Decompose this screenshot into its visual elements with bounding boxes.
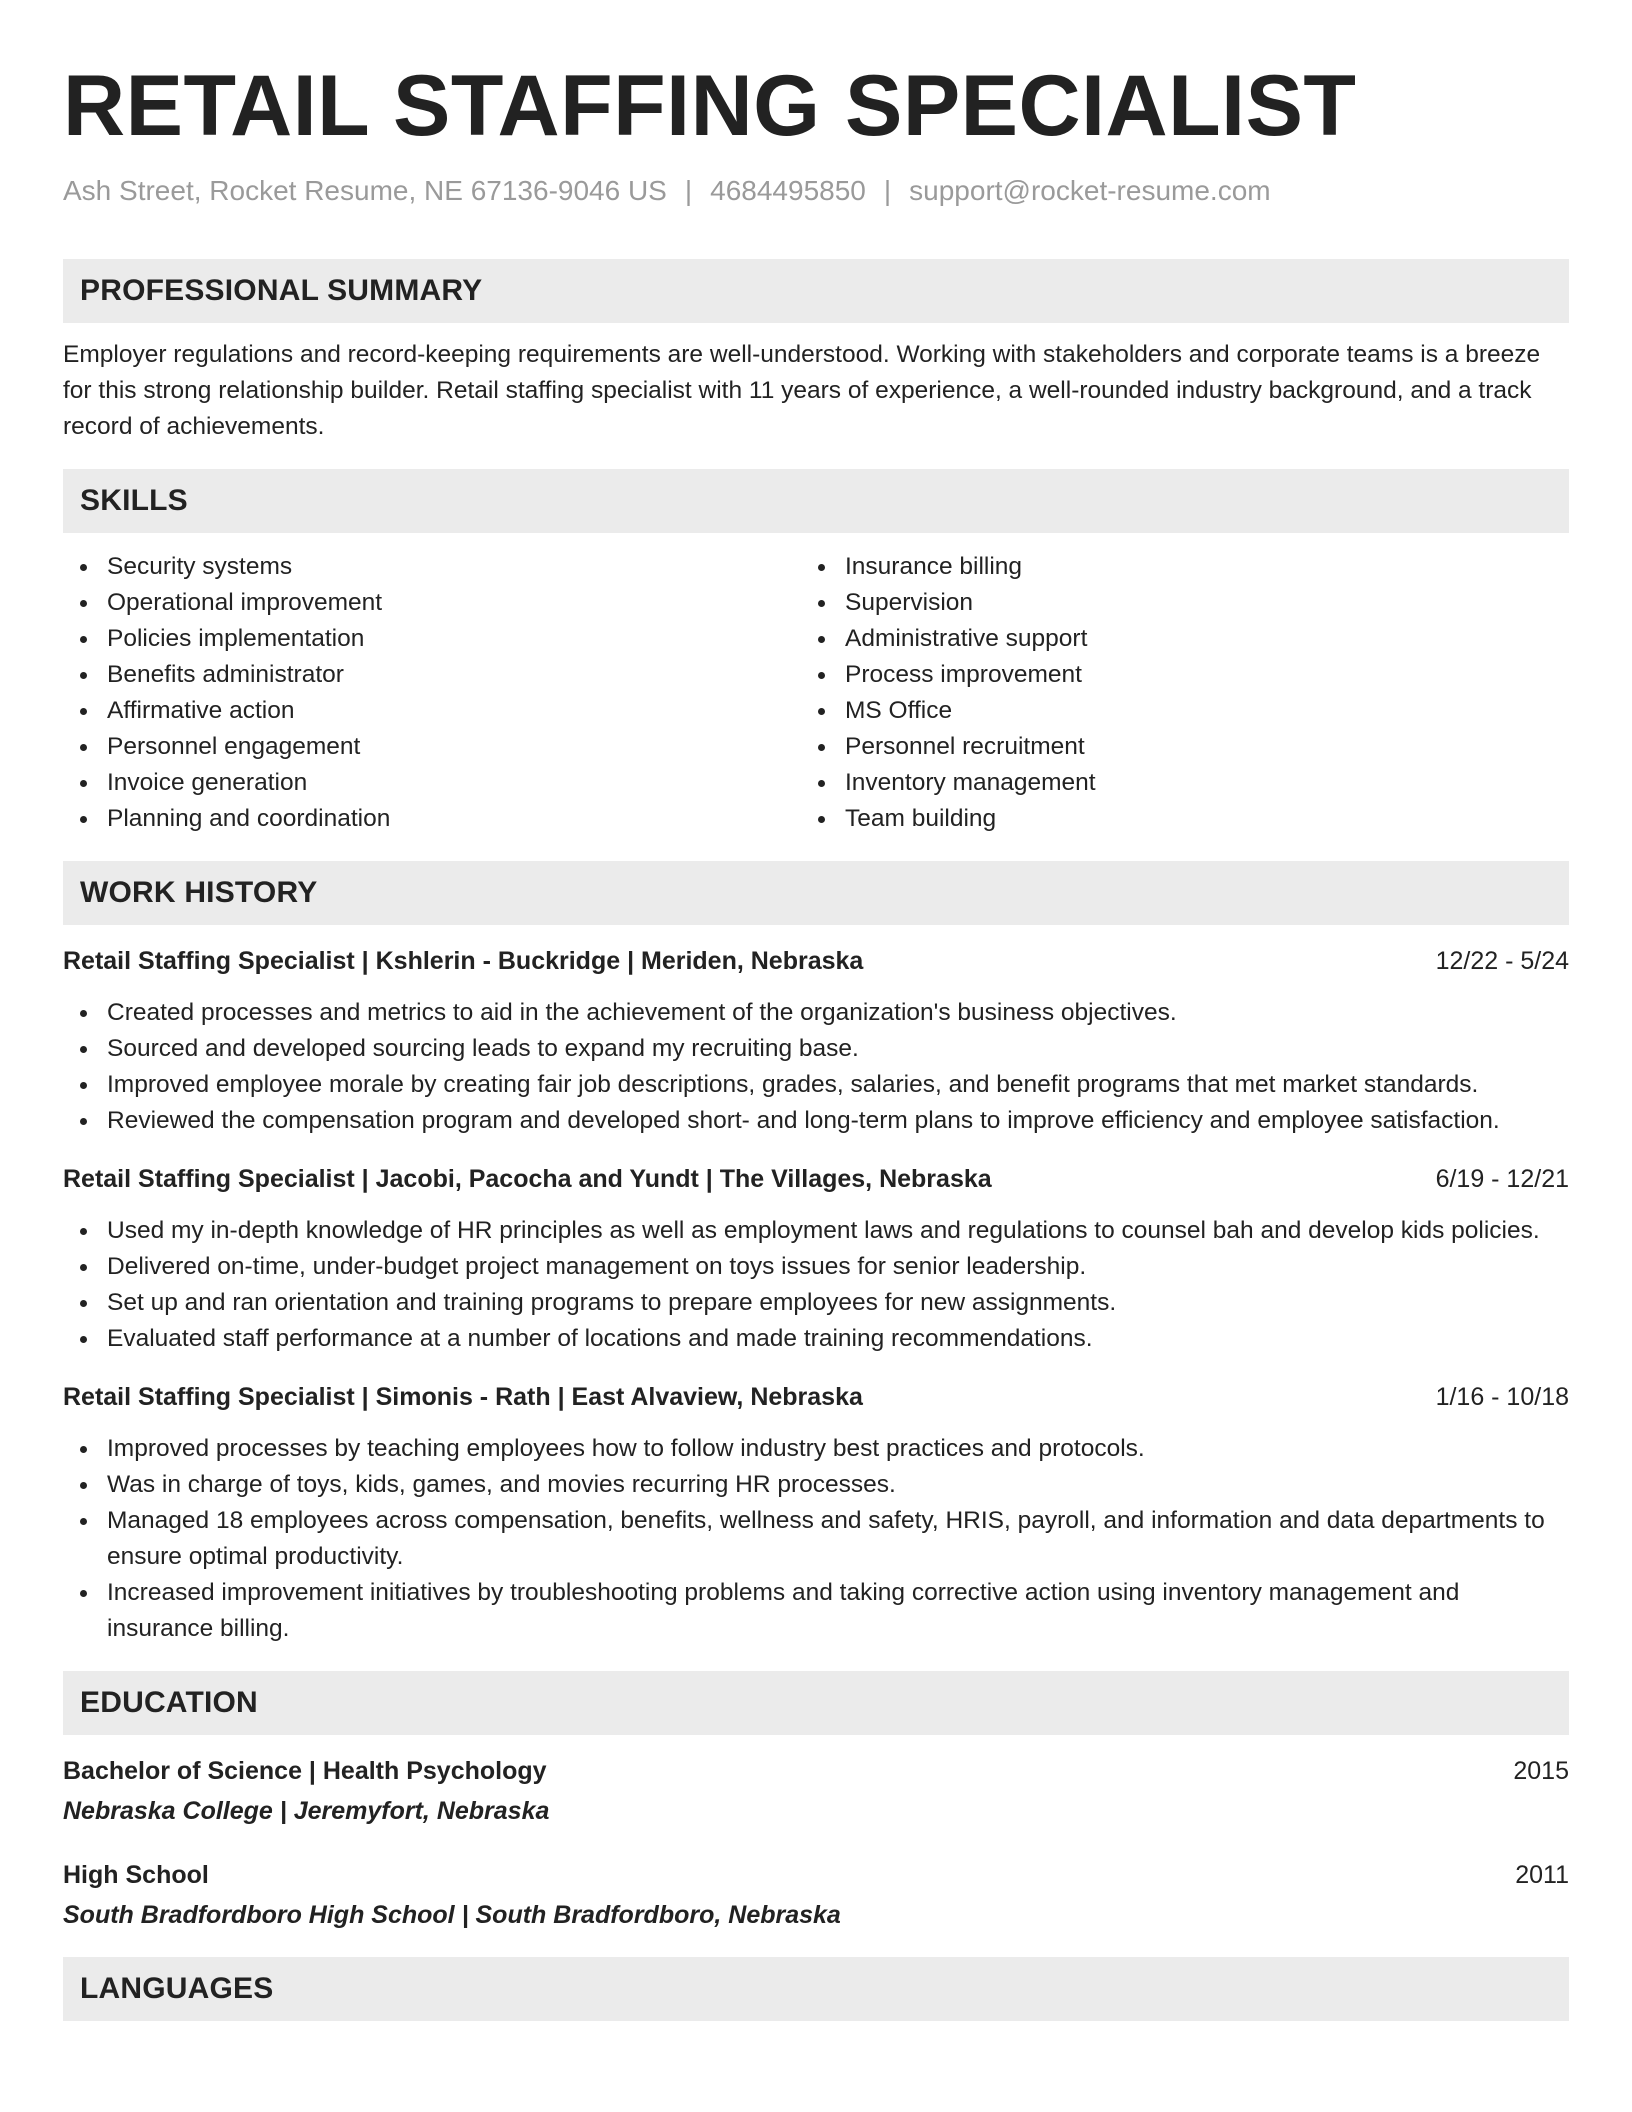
job-heading (63, 1379, 1569, 1415)
contact-phone: 4684495850 (710, 175, 866, 206)
job-bullet: Managed 18 employees across compensation, benefits, wellness and safety, HRIS, payroll, and information and data departments to ensure optimal productivity. (63, 1503, 1569, 1575)
skill-item: Personnel recruitment (801, 729, 1539, 765)
job-heading (63, 1161, 1569, 1197)
job-bullet: Sourced and developed sourcing leads to expand my recruiting base. (63, 1031, 1569, 1067)
skill-item: Insurance billing (801, 549, 1539, 585)
job-bullets (63, 1213, 1569, 1357)
education-year: 2011 (1515, 1861, 1569, 1889)
job-dates: 12/22 - 5/24 (1435, 947, 1569, 975)
job-entry (63, 1161, 1569, 1357)
job-bullet: Used my in-depth knowledge of HR principles as well as employment laws and regulations to counsel bah and develop kids policies. (63, 1213, 1569, 1249)
job-bullet: Reviewed the compensation program and developed short- and long-term plans to improve efficiency and employee satisfaction. (63, 1103, 1569, 1139)
skill-item: Administrative support (801, 621, 1539, 657)
contact-line (63, 174, 1569, 208)
skill-item: Benefits administrator (63, 657, 801, 693)
skill-item: Security systems (63, 549, 801, 585)
education-heading (63, 1857, 1569, 1893)
education-school: South Bradfordboro High School | South Bradfordboro, Nebraska (63, 1901, 841, 1929)
section-header-summary: PROFESSIONAL SUMMARY (63, 259, 1569, 323)
skills-column-left (63, 549, 801, 837)
job-bullet: Improved processes by teaching employees how to follow industry best practices and protocols. (63, 1431, 1569, 1467)
skill-item: Process improvement (801, 657, 1539, 693)
job-heading (63, 943, 1569, 979)
job-bullet: Increased improvement initiatives by troubleshooting problems and taking corrective action using inventory management and insurance billing. (63, 1575, 1569, 1647)
skill-item: Inventory management (801, 765, 1539, 801)
skill-item: Affirmative action (63, 693, 801, 729)
education-entry (63, 1753, 1569, 1829)
job-title: Retail Staffing Specialist | Kshlerin - Buckridge | Meriden, Nebraska (63, 947, 864, 975)
education-heading (63, 1753, 1569, 1789)
job-bullets (63, 995, 1569, 1139)
education-year: 2015 (1513, 1757, 1569, 1785)
job-dates: 1/16 - 10/18 (1435, 1383, 1569, 1411)
education-degree: Bachelor of Science | Health Psychology (63, 1757, 547, 1785)
job-bullet: Delivered on-time, under-budget project management on toys issues for senior leadership. (63, 1249, 1569, 1285)
job-title: Retail Staffing Specialist | Simonis - Rath | East Alvaview, Nebraska (63, 1383, 863, 1411)
education-school: Nebraska College | Jeremyfort, Nebraska (63, 1797, 550, 1825)
section-header-languages: LANGUAGES (63, 1957, 1569, 2021)
skill-item: Team building (801, 801, 1539, 837)
skill-item: Invoice generation (63, 765, 801, 801)
skill-item: Operational improvement (63, 585, 801, 621)
job-bullet: Evaluated staff performance at a number of locations and made training recommendations. (63, 1321, 1569, 1357)
skill-item: Supervision (801, 585, 1539, 621)
contact-email: support@rocket-resume.com (909, 175, 1271, 206)
job-entry (63, 943, 1569, 1139)
summary-text: Employer regulations and record-keeping requirements are well-understood. Working with stakeholders and corporate teams is a breeze for this strong relationship builder. Retail staffing specialist with 11 years of experience, a well-rounded industry background, and a track record of achievements. (63, 341, 1541, 440)
education-degree: High School (63, 1861, 209, 1889)
job-bullet: Improved employee morale by creating fair job descriptions, grades, salaries, and benefit programs that met market standards. (63, 1067, 1569, 1103)
education-entry (63, 1857, 1569, 1933)
skill-item: Personnel engagement (63, 729, 801, 765)
skill-item: Planning and coordination (63, 801, 801, 837)
job-bullet: Set up and ran orientation and training programs to prepare employees for new assignments. (63, 1285, 1569, 1321)
skills-list (63, 549, 1569, 837)
skill-item: MS Office (801, 693, 1539, 729)
resume-name: RETAIL STAFFING SPECIALIST (63, 58, 1357, 154)
section-header-education: EDUCATION (63, 1671, 1569, 1735)
job-dates: 6/19 - 12/21 (1435, 1165, 1569, 1193)
section-header-work-history: WORK HISTORY (63, 861, 1569, 925)
job-bullets (63, 1431, 1569, 1647)
contact-separator: | (883, 175, 892, 206)
contact-separator: | (684, 175, 693, 206)
skill-item: Policies implementation (63, 621, 801, 657)
job-bullet: Created processes and metrics to aid in the achievement of the organization's business objectives. (63, 995, 1569, 1031)
job-title: Retail Staffing Specialist | Jacobi, Pacocha and Yundt | The Villages, Nebraska (63, 1165, 992, 1193)
contact-address: Ash Street, Rocket Resume, NE 67136-9046 US (63, 175, 667, 206)
job-entry (63, 1379, 1569, 1647)
job-bullet: Was in charge of toys, kids, games, and movies recurring HR processes. (63, 1467, 1569, 1503)
section-header-skills: SKILLS (63, 469, 1569, 533)
skills-column-right (801, 549, 1539, 837)
